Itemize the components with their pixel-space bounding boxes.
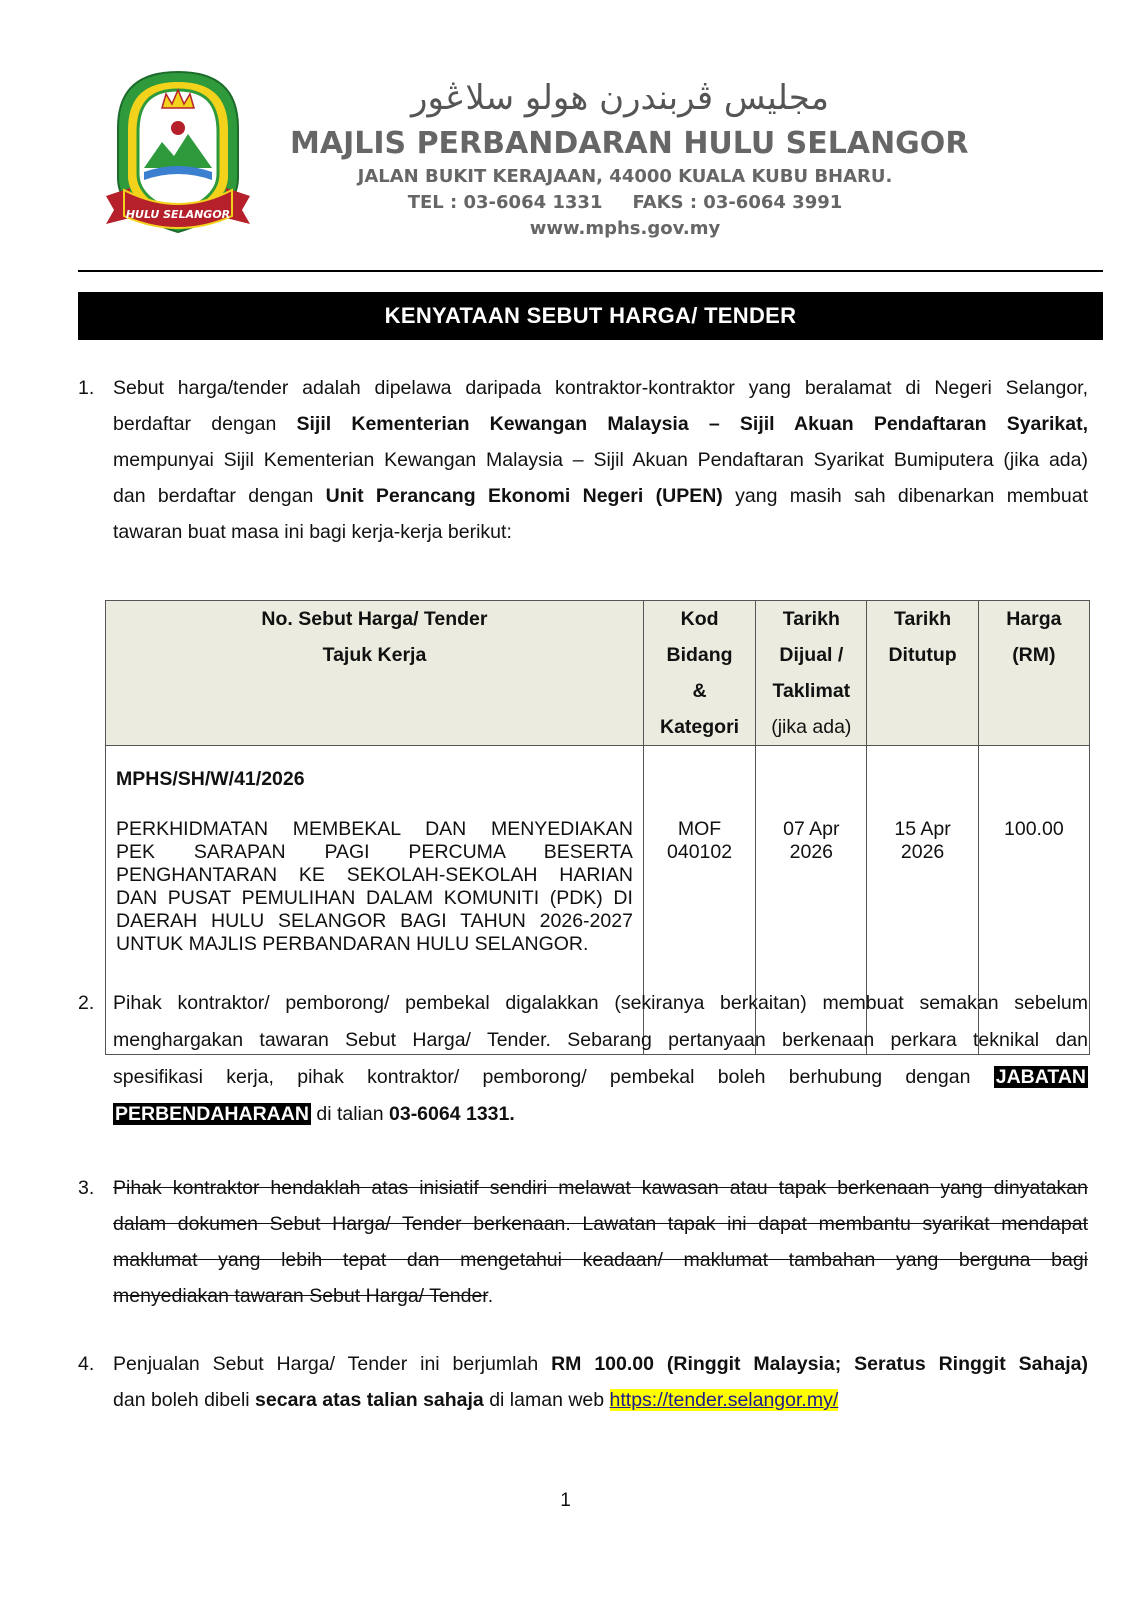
- para3-line-1: Pihak kontraktor hendaklah atas inisiatif sendiri melawat kawasan atau tapak berkenaan yang dinyatakan: [113, 1177, 1088, 1199]
- col-header-kod: Kod Bidang & Kategori: [643, 601, 755, 746]
- para2-line-2: menghargakan tawaran Sebut Harga/ Tender. Sebarang pertanyaan berkenaan perkara teknikal dan: [113, 1029, 1088, 1051]
- council-crest-logo: [100, 68, 256, 238]
- table-header-row: [106, 601, 1090, 746]
- paragraph-number: 4.: [78, 1353, 95, 1375]
- paragraph-number: 3.: [78, 1177, 95, 1199]
- col-header-harga: Harga (RM): [978, 601, 1089, 746]
- para4-line-1: Penjualan Sebut Harga/ Tender ini berjumlah RM 100.00 (Ringgit Malaysia; Seratus Ringgit Sahaja): [113, 1353, 1088, 1375]
- cell-tarikh-dijual: 07 Apr 2026: [756, 746, 867, 1055]
- para1-line-2: berdaftar dengan Sijil Kementerian Kewangan Malaysia – Sijil Akuan Pendaftaran Syarikat,: [113, 413, 1089, 435]
- paragraph-number: 2.: [78, 992, 95, 1014]
- department-highlight: PERBENDAHARAAN: [115, 1103, 309, 1125]
- page-number: 1: [560, 1490, 571, 1511]
- para3-line-4: menyediakan tawaran Sebut Harga/ Tender.: [113, 1285, 494, 1307]
- para2-line-1: Pihak kontraktor/ pemborong/ pembekal digalakkan (sekiranya berkaitan) membuat semakan sebelum: [113, 992, 1088, 1014]
- cell-kod-bidang: MOF 040102: [643, 746, 755, 1055]
- paragraph-1: [78, 370, 1088, 550]
- para4-line-2: dan boleh dibeli secara atas talian sahaja di laman web https://tender.selangor.my/: [113, 1389, 839, 1411]
- tender-number: MPHS/SH/W/41/2026: [116, 768, 305, 790]
- para2-line-4: PERBENDAHARAAN di talian 03-6064 1331.: [115, 1103, 515, 1125]
- paragraph-number: 1.: [78, 377, 95, 399]
- letterhead: [0, 0, 1131, 270]
- cell-harga: 100.00: [978, 746, 1089, 1055]
- council-contact: [290, 192, 960, 213]
- para3-line-3: maklumat yang lebih tepat dan mengetahui keadaan/ maklumat tambahan yang berguna bagi: [113, 1249, 1088, 1271]
- council-name-jawi: مجليس ڤربندرن هولو سلاڠور: [411, 78, 829, 118]
- paragraph-4: [78, 1346, 1088, 1418]
- para3-line-2: dalam dokumen Sebut Harga/ Tender berkenaan. Lawatan tapak ini dapat membantu syarikat mendapat: [113, 1213, 1088, 1235]
- council-name: MAJLIS PERBANDARAN HULU SELANGOR: [290, 126, 969, 161]
- paragraph-3: [78, 1170, 1088, 1314]
- tender-title: PERKHIDMATAN MEMBEKAL DAN MENYEDIAKAN PEK SARAPAN PAGI PERCUMA BESERTA PENGHANTARAN KE SEKOLAH-SEKOLAH HARIAN DAN PUSAT PEMULIHAN DALAM KOMUNITI (PDK) DI DAERAH HULU SELANGOR BAGI TAHUN 2026-2027 UNTUK MAJLIS PERBANDARAN HULU SELANGOR.: [116, 818, 633, 955]
- ministry-certificate: Sijil Kementerian Kewangan Malaysia – Sijil Akuan Pendaftaran Syarikat,: [296, 413, 1089, 435]
- para1-line-5: tawaran buat masa ini bagi kerja-kerja berikut:: [113, 521, 512, 543]
- header-divider: [78, 270, 1103, 272]
- phone-number: 03-6064 1331.: [389, 1103, 515, 1125]
- logo-ribbon-text: HULU SELANGOR: [125, 208, 231, 221]
- para1-line-1: Sebut harga/tender adalah dipelawa daripada kontraktor-kontraktor yang beralamat di Negeri Selangor,: [113, 377, 1088, 399]
- paragraph-2: [78, 985, 1088, 1133]
- upen-registration: Unit Perancang Ekonomi Negeri (UPEN): [325, 485, 723, 507]
- cell-tarikh-ditutup: 15 Apr 2026: [867, 746, 978, 1055]
- col-header-dijual: Tarikh Dijual / Taklimat (jika ada): [756, 601, 867, 746]
- department-highlight: JABATAN: [995, 1066, 1086, 1088]
- council-address: JALAN BUKIT KERAJAAN, 44000 KUALA KUBU BHARU.: [357, 166, 893, 187]
- para2-line-3: spesifikasi kerja, pihak kontraktor/ pemborong/ pembekal boleh berhubung dengan JABATAN: [113, 1066, 1086, 1088]
- council-tel: TEL : 03-6064 1331: [407, 192, 603, 213]
- para1-line-4: dan berdaftar dengan Unit Perancang Ekonomi Negeri (UPEN) yang masih sah dibenarkan membuat: [113, 485, 1089, 507]
- col-header-ditutup: Tarikh Ditutup: [867, 601, 978, 746]
- para1-line-3: mempunyai Sijil Kementerian Kewangan Malaysia – Sijil Akuan Pendaftaran Syarikat Bumiputera (jika ada): [113, 449, 1088, 471]
- council-fax: FAKS : 03-6064 3991: [632, 192, 843, 213]
- notice-title-banner: KENYATAAN SEBUT HARGA/ TENDER: [78, 292, 1103, 340]
- col-header-item: No. Sebut Harga/ Tender Tajuk Kerja: [106, 601, 644, 746]
- tender-portal-link[interactable]: https://tender.selangor.my/: [609, 1389, 839, 1411]
- sale-price: RM 100.00 (Ringgit Malaysia; Seratus Ringgit Sahaja): [551, 1353, 1088, 1375]
- council-website: www.mphs.gov.my: [529, 218, 721, 239]
